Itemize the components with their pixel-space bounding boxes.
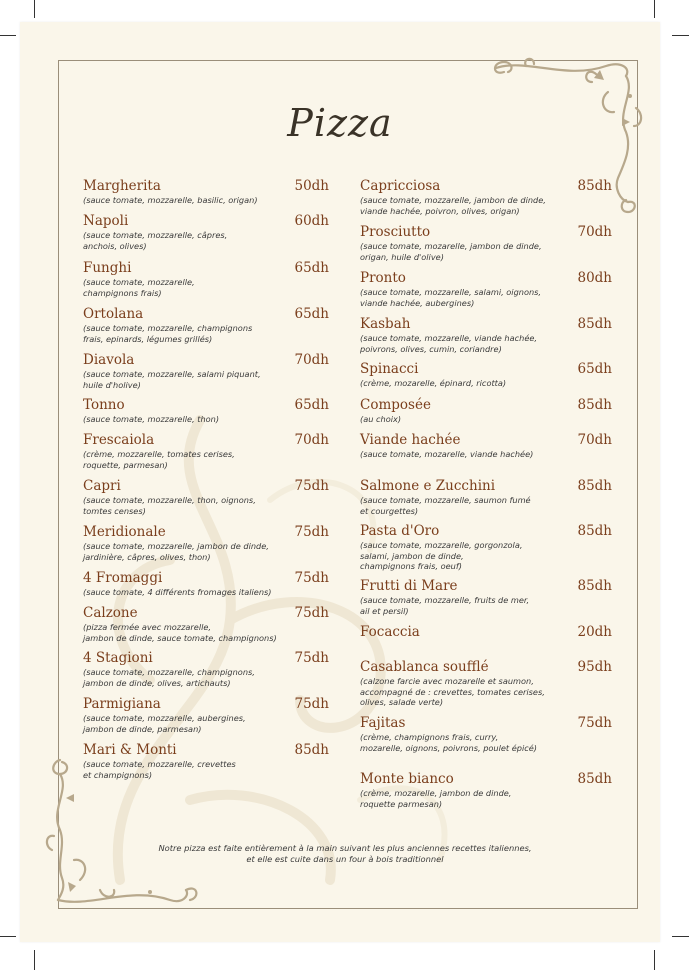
item-price: 85dh [577, 478, 612, 494]
footer-line: Notre pizza est faite entièrement à la main suivant les plus anciennes recettes italiennes, [158, 843, 532, 853]
item-description: (sauce tomate, mozzarelle, aubergines, jambon de dinde, parmesan) [83, 713, 246, 734]
item-name: Prosciutto [360, 224, 431, 240]
item-description: (sauce tomate, mozzarelle, thon) [83, 414, 220, 424]
item-name: Capri [83, 478, 121, 494]
item-name: Pasta d'Oro [360, 523, 440, 539]
crop-mark [654, 950, 655, 970]
item-name: Ortolana [83, 306, 144, 322]
item-price: 75dh [294, 696, 329, 712]
crop-mark [654, 0, 655, 18]
item-description: (sauce tomate, mozarelle, jambon de dinde, origan, huile d'olive) [360, 241, 542, 262]
item-price: 85dh [577, 771, 612, 787]
item-name: Calzone [83, 605, 138, 621]
menu-item [83, 397, 329, 425]
menu-item [360, 270, 612, 308]
item-description: (sauce tomate, mozzarelle, champignons, jambon de dinde, olives, artichauts) [83, 667, 255, 688]
item-price: 65dh [294, 260, 329, 276]
item-name: Napoli [83, 213, 129, 229]
menu-item [360, 659, 612, 708]
footer-note [150, 843, 540, 865]
item-description: (crème, mozarelle, épinard, ricotta) [360, 378, 507, 388]
item-name: Frutti di Mare [360, 578, 458, 594]
menu-item [360, 432, 612, 460]
crop-mark [34, 950, 35, 970]
menu-item [360, 715, 612, 753]
item-price: 85dh [294, 742, 329, 758]
item-description: (sauce tomate, mozzarelle, champignons frais, epinards, légumes grillés) [83, 323, 253, 344]
item-description: (sauce tomate, mozzarelle, jambon de dinde, viande hachée, poivron, olives, origan) [360, 195, 546, 216]
item-name: Pronto [360, 270, 406, 286]
item-name: Capricciosa [360, 178, 441, 194]
item-description: (sauce tomate, mozzarelle, salami piquant, huile d'holive) [83, 369, 261, 390]
item-description: (sauce tomate, mozzarelle, jambon de dinde, jardinière, câpres, olives, thon) [83, 541, 269, 562]
item-price: 75dh [577, 715, 612, 731]
menu-item [83, 524, 329, 562]
item-description: (sauce tomate, mozzarelle, crevettes et champignons) [83, 759, 236, 780]
crop-mark [0, 35, 16, 36]
item-description: (sauce tomate, mozzarelle, saumon fumé et courgettes) [360, 495, 531, 516]
menu-item [83, 306, 329, 344]
menu-item [360, 578, 612, 616]
footer-line: et elle est cuite dans un four à bois traditionnel [246, 854, 444, 864]
item-description: (sauce tomate, 4 différents fromages italiens) [83, 587, 272, 597]
item-name: Viande hachée [360, 432, 461, 448]
item-name: Casablanca soufflé [360, 659, 489, 675]
item-price: 65dh [294, 306, 329, 322]
item-name: Fajitas [360, 715, 406, 731]
menu-item [83, 650, 329, 688]
item-description: (au choix) [360, 414, 402, 424]
crop-mark [672, 936, 689, 937]
menu-item [83, 478, 329, 516]
item-description: (sauce tomate, mozzarelle, salami, oignons, viande hachée, aubergines) [360, 287, 542, 308]
item-price: 65dh [577, 361, 612, 377]
item-name: Meridionale [83, 524, 166, 540]
item-description: (sauce tomate, mozzarelle, basilic, origan) [83, 195, 258, 205]
item-name: Focaccia [360, 624, 420, 640]
item-price: 85dh [577, 178, 612, 194]
item-description: (sauce tomate, mozzarelle, viande hachée, poivrons, olives, cumin, coriandre) [360, 333, 538, 354]
item-description: (calzone farcie avec mozarelle et saumon, accompagné de : crevettes, tomates cerises, olives, salade verte) [360, 676, 545, 707]
item-name: Monte bianco [360, 771, 454, 787]
menu-item [360, 316, 612, 354]
menu-item [83, 605, 329, 643]
item-price: 65dh [294, 397, 329, 413]
menu-item [83, 352, 329, 390]
menu-item [360, 178, 612, 216]
menu-item [360, 397, 612, 425]
item-description: (sauce tomate, mozzarelle, gorgonzola, salami, jambon de dinde, champignons frais, oeuf) [360, 540, 523, 571]
item-description: (sauce tomate, mozzarelle, fruits de mer, ail et persil) [360, 595, 530, 616]
item-description: (pizza fermée avec mozzarelle, jambon de dinde, sauce tomate, champignons) [83, 622, 277, 643]
item-name: Frescaiola [83, 432, 155, 448]
menu-item [360, 224, 612, 262]
item-price: 70dh [577, 224, 612, 240]
item-name: Funghi [83, 260, 132, 276]
item-description: (sauce tomate, mozzarelle, champignons frais) [83, 277, 195, 298]
item-price: 85dh [577, 316, 612, 332]
item-price: 95dh [577, 659, 612, 675]
item-price: 75dh [294, 570, 329, 586]
item-description: (sauce tomate, mozzarelle, câpres, anchois, olives) [83, 230, 228, 251]
item-name: Tonno [83, 397, 125, 413]
crop-mark [672, 35, 689, 36]
item-price: 85dh [577, 578, 612, 594]
item-name: Composée [360, 397, 431, 413]
item-price: 20dh [577, 624, 612, 640]
item-price: 75dh [294, 605, 329, 621]
menu-item [360, 361, 612, 389]
item-price: 70dh [294, 352, 329, 368]
crop-mark [34, 0, 35, 18]
item-name: Diavola [83, 352, 135, 368]
item-description: (crème, mozzarelle, tomates cerises, roquette, parmesan) [83, 449, 235, 470]
menu-item [360, 624, 612, 640]
item-name: Parmigiana [83, 696, 161, 712]
menu-item [83, 213, 329, 251]
item-price: 60dh [294, 213, 329, 229]
item-name: Margherita [83, 178, 161, 194]
item-price: 50dh [294, 178, 329, 194]
item-name: 4 Fromaggi [83, 570, 163, 586]
menu-item [360, 771, 612, 809]
item-description: (crème, champignons frais, curry, mozarelle, oignons, poivrons, poulet épicé) [360, 732, 537, 753]
item-price: 75dh [294, 478, 329, 494]
item-price: 70dh [577, 432, 612, 448]
item-price: 75dh [294, 524, 329, 540]
menu-item [360, 523, 612, 572]
item-price: 75dh [294, 650, 329, 666]
menu-item [83, 742, 329, 780]
item-price: 85dh [577, 523, 612, 539]
crop-mark [0, 936, 16, 937]
menu-item [83, 696, 329, 734]
item-price: 80dh [577, 270, 612, 286]
menu-item [83, 432, 329, 470]
menu-item [83, 178, 329, 206]
item-name: Kasbah [360, 316, 411, 332]
item-price: 85dh [577, 397, 612, 413]
item-description: (crème, mozarelle, jambon de dinde, roquette parmesan) [360, 788, 512, 809]
item-price: 70dh [294, 432, 329, 448]
menu-item [360, 478, 612, 516]
item-name: Spinacci [360, 361, 419, 377]
item-description: (sauce tomate, mozzarelle, thon, oignons, tomtes censes) [83, 495, 256, 516]
item-name: Salmone e Zucchini [360, 478, 496, 494]
item-name: 4 Stagioni [83, 650, 153, 666]
item-description: (sauce tomate, mozarelle, viande hachée) [360, 449, 534, 459]
menu-item [83, 570, 329, 598]
menu-title: Pizza [287, 101, 393, 145]
item-name: Mari & Monti [83, 742, 177, 758]
menu-item [83, 260, 329, 298]
